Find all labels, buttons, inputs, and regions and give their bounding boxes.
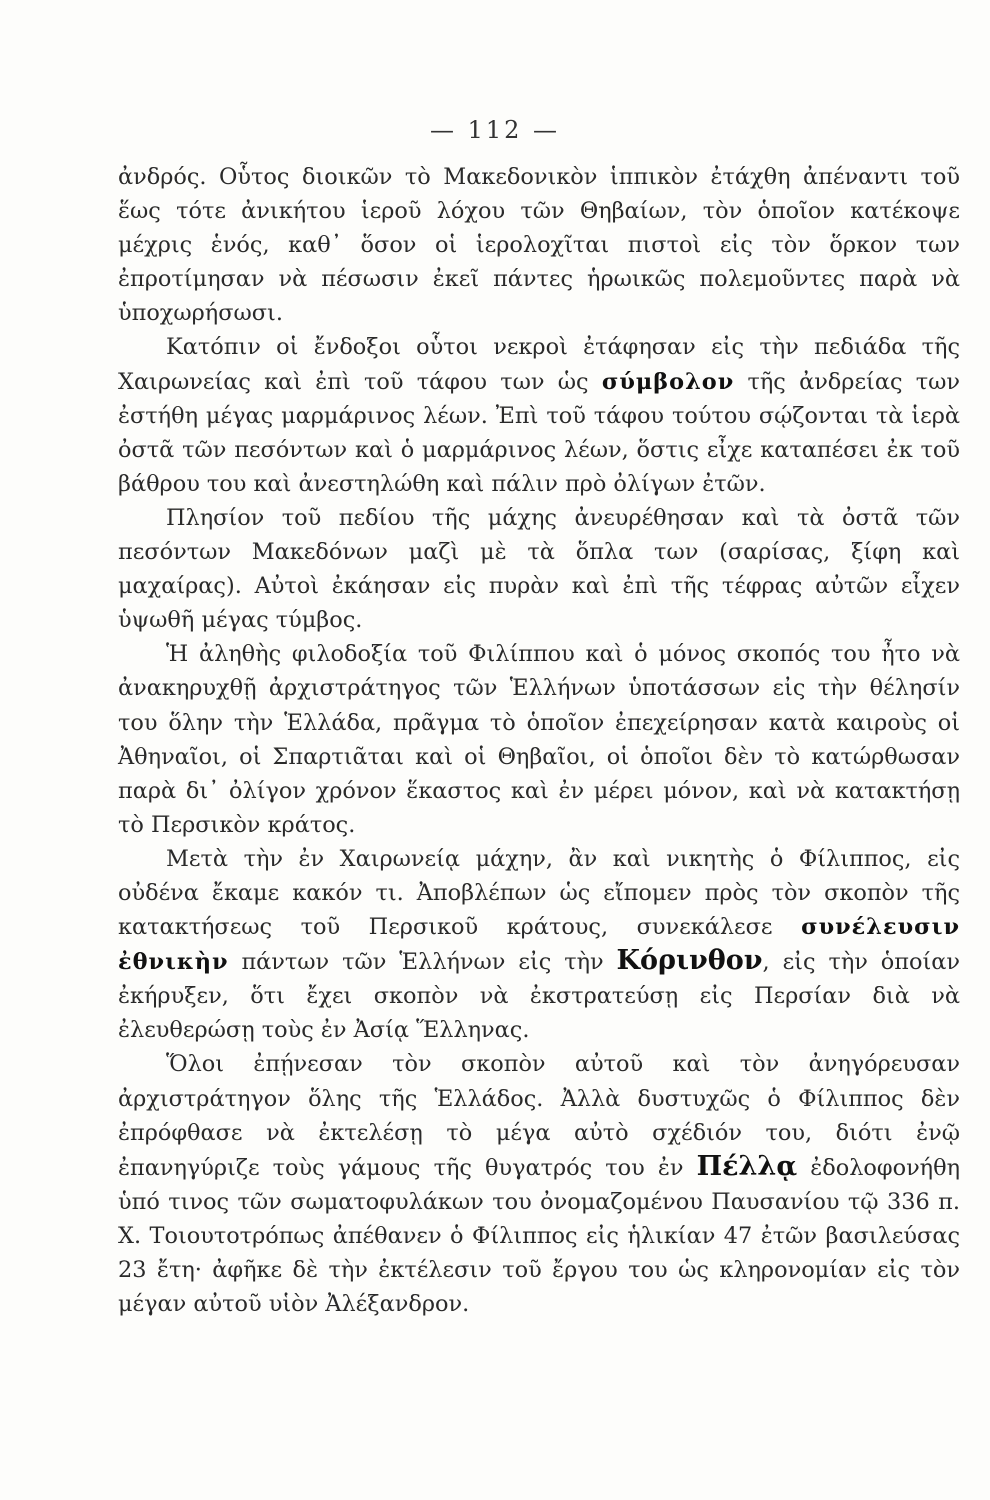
- text-segment: Πλησίον τοῦ πεδίου τῆς μάχης ἀνευρέθησαν καὶ τὰ ὀστᾶ τῶν πεσόντων Μακεδόνων μαζὶ μὲ τὰ ὅπλα των (σαρίσας, ξίφη καὶ μαχαίρας). Αὐτοὶ ἐκάησαν εἰς πυρὰν καὶ ἐπὶ τῆς τέφρας αὐτῶν εἶχεν ὑψωθῆ μέγας τύμβος.: [118, 504, 960, 634]
- text-segment: τῆς ἀνδρείας των ἐστήθη μέγας μαρμάρινος λέων. Ἐπὶ τοῦ τάφου τούτου σῴζονται τὰ ἱερὰ ὀστᾶ τῶν πεσόντων καὶ ὁ μαρμάρινος λέων, ὅστις εἶχε καταπέσει ἐκ τοῦ βάθρου του καὶ ἀνεστηλώθη καὶ πάλιν πρὸ ὀλίγων ἐτῶν.: [118, 368, 960, 497]
- text-segment: ἀνδρός. Οὗτος διοικῶν τὸ Μακεδονικὸν ἱππικὸν ἐτάχθη ἀπέναντι τοῦ ἕως τότε ἀνικήτου ἱεροῦ λόχου τῶν Θηβαίων, τὸν ὁποῖον κατέκοψε μέχρις ἑνός, καθ᾽ ὅσον οἱ ἱερολοχῖται πιστοὶ εἰς τὸν ὅρκον των ἐπροτίμησαν νὰ πέσωσιν ἐκεῖ πάντες ἡρωικῶς πολεμοῦντες παρὰ νὰ ὑποχωρήσωσι.: [118, 164, 960, 327]
- paragraph: [118, 637, 960, 842]
- text-segment: Ὅλοι ἐπῄνεσαν τὸν σκοπὸν αὐτοῦ καὶ τὸν ἀνηγόρευσαν ἀρχιστράτηγον ὅλης τῆς Ἑλλάδος. Ἀλλὰ δυστυχῶς ὁ Φίλιππος δὲν ἐπρόφθασε νὰ ἐκτελέσῃ τὸ μέγα αὐτὸ σχέδιόν του, διότι ἐνῷ ἐπανηγύριζε τοὺς γάμους τῆς θυγατρός του ἐν: [118, 1051, 960, 1181]
- emphasized-term: σύμβολον: [601, 368, 735, 395]
- text-segment: , εἰς τὴν ὁποίαν ἐκήρυξεν, ὅτι ἔχει σκοπὸν νὰ ἐκστρατεύσῃ εἰς Περσίαν διὰ νὰ ἐλευθερώσῃ τοὺς ἐν Ἀσίᾳ Ἕλληνας.: [118, 949, 960, 1044]
- paragraph: [118, 1047, 960, 1321]
- body-text: [118, 160, 960, 1321]
- text-segment: Ἡ ἀληθὴς φιλοδοξία τοῦ Φιλίππου καὶ ὁ μόνος σκοπός του ἦτο νὰ ἀνακηρυχθῇ ἀρχιστράτηγος τῶν Ἑλλήνων ὑποτάσσων εἰς τὴν θέλησίν του ὅλην τὴν Ἑλλάδα, πρᾶγμα τὸ ὁποῖον ἐπεχείρησαν κατὰ καιροὺς οἱ Ἀθηναῖοι, οἱ Σπαρτιᾶται καὶ οἱ Θηβαῖοι, οἱ ὁποῖοι δὲν τὸ κατώρθωσαν παρὰ δι᾽ ὀλίγον χρόνον ἕκαστος καὶ ἐν μέρει μόνον, καὶ νὰ κατακτήσῃ τὸ Περσικὸν κράτος.: [118, 641, 960, 838]
- paragraph: [118, 501, 960, 637]
- text-segment: Κατόπιν οἱ ἔνδοξοι οὗτοι νεκροὶ ἐτάφησαν εἰς τὴν πεδιάδα τῆς Χαιρωνείας καὶ ἐπὶ τοῦ τάφου των ὡς: [118, 334, 960, 395]
- paragraph: [118, 160, 960, 330]
- text-segment: Μετὰ τὴν ἐν Χαιρωνείᾳ μάχην, ἂν καὶ νικητὴς ὁ Φίλιππος, εἰς οὐδένα ἔκαμε κακόν τι. Ἀποβλέπων ὡς εἴπομεν πρὸς τὸν σκοπὸν τῆς κατακτήσεως τοῦ Περσικοῦ κράτους, συνεκάλεσε: [118, 845, 960, 941]
- page-number: — 112 —: [429, 116, 561, 144]
- text-segment: πάντων τῶν Ἑλλήνων εἰς τὴν: [228, 949, 617, 976]
- emphasized-term: Κόρινθον: [616, 945, 763, 977]
- paragraph: [118, 330, 960, 500]
- emphasized-term: συνέλευσιν ἐθνικὴν: [118, 914, 960, 976]
- paragraph: [118, 842, 960, 1048]
- text-segment: ἐδολοφονήθη ὑπό τινος τῶν σωματοφυλάκων του ὀνομαζομένου Παυσανίου τῷ 336 π. Χ. Τοιουτοτρόπως ἀπέθανεν ὁ Φίλιππος εἰς ἡλικίαν 47 ἐτῶν βασιλεύσας 23 ἔτη· ἀφῆκε δὲ τὴν ἐκτέλεσιν τοῦ ἔργου του ὡς κληρονομίαν εἰς τὸν μέγαν αὐτοῦ υἱὸν Ἀλέξανδρον.: [118, 1154, 960, 1318]
- emphasized-term: Πέλλᾳ: [696, 1150, 798, 1182]
